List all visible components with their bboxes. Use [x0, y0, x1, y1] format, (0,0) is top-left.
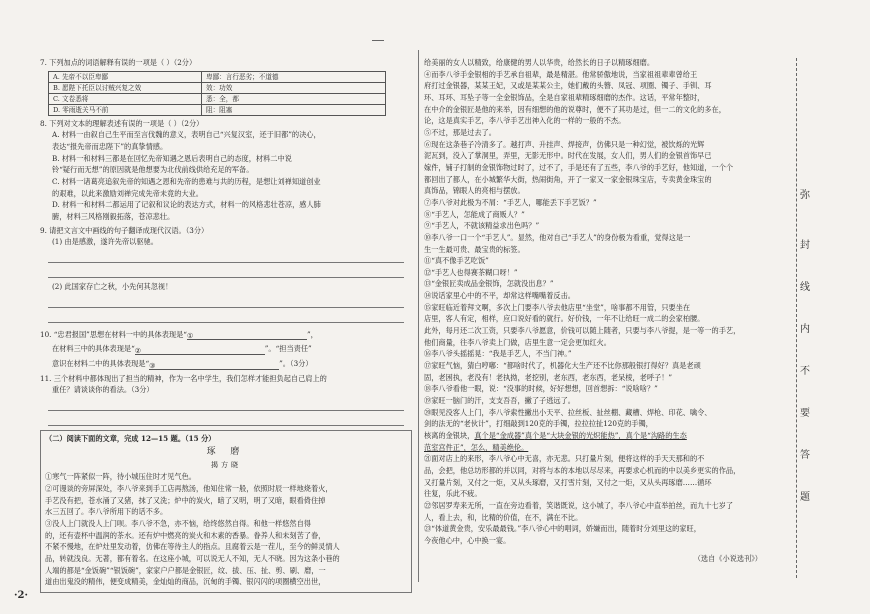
article-line: ⑱李八爷看他一眼，说：“没事的时候，好好想想，回首想拆：“说啥啥？”: [424, 384, 658, 394]
article-line: ⑦李八爷对此极为不屑：“手艺人，哪能丢下手艺饭？”: [424, 197, 597, 207]
option-explanation: 效：功效: [202, 82, 386, 93]
margin-char: 封: [800, 240, 810, 251]
margin-char: 不: [800, 366, 810, 377]
question-9-stem: 9. 请把文言文中画线的句子翻译成现代汉语。（3分）: [40, 225, 209, 235]
question-8-line: B. 材料一和材料三都是在回忆先帝知遇之恩后表明自己的态度，材料二中说: [52, 153, 292, 163]
article-line: 往复，乐此不疲。: [424, 489, 482, 499]
question-10-line-3: [40, 358, 412, 370]
article-title: 琢 磨: [206, 447, 246, 458]
table-row: [49, 82, 386, 93]
article-line: 人，看上去，和，比精的价值，在不，满在不比。: [424, 512, 583, 522]
article-line: 今夜他心中，心中换一宴。: [424, 535, 511, 545]
margin-char: 题: [800, 492, 810, 503]
margin-char: 线: [800, 282, 810, 293]
article-line: 给美丽的女人以精致，给康健的男人以华贵，给然长的日子以精琢细磨。: [424, 58, 655, 67]
top-dash: [372, 40, 384, 41]
option-explanation: 阻：阻塞: [202, 104, 386, 115]
article-line: 的，还有壶杯中温润的茶水。还有炉中燃亮的炭火和木素的香暴。眷养人和未刻苦了眷，: [45, 530, 326, 540]
article-line: 生一生最可贵、最宝贵的标签。: [424, 244, 525, 254]
underlined-sentence: 范室宫件正”，怎么，精美绝伦。: [424, 442, 529, 452]
question-9-sentence-2: (2) 此国家存亡之秋，小先何其忽视！: [52, 281, 173, 291]
margin-char: 要: [800, 408, 810, 419]
article-line: 泥瓦到，没入了掌洞里，弄里，无影无形中。时代在发展，女人们，男人们的金银首饰早已: [424, 151, 712, 161]
question-11-line: 11. 三个材料中都体现出了担当的精神，作为一名中学生，我们怎样才能担负起自己肩上的: [40, 373, 327, 383]
article-line: 品，转就浅良。无著，都有着名。在这座小城，可以说无人不知，无人不晓。因为这条小巷的: [45, 553, 340, 563]
section-title: （二）阅读下面的文章，完成 12—15 题。（15 分）: [45, 433, 216, 443]
article-line: ④而李八爷手金银相的手艺承自祖辈，最是精湛。他常骄傲地说，当家祖祖辈辈曾给王: [424, 69, 698, 79]
underlined-sentence: 真个是“金成器”: [474, 431, 525, 440]
question-10-text: 意识在材料二中的具体表现是“: [52, 358, 150, 368]
question-10-line-1: [40, 329, 412, 341]
answer-line[interactable]: [48, 295, 404, 308]
answer-line[interactable]: [48, 398, 404, 411]
article-line: ①寒气一阵紧似一阵，待小城压住时才见气色。: [45, 472, 196, 482]
article-line: [424, 442, 782, 454]
margin-char: 答: [800, 450, 810, 461]
answer-blank-2[interactable]: [135, 345, 265, 355]
article-line: 此外，每月还二次工资，只要李八爷愿意，价钱可以随上随者，只要与李八爷提，是一等一的手艺，: [424, 326, 741, 336]
question-8-line: C. 材料一诸葛亮追叙先帝的知遇之恩和先帝的患难与共的历程，是想让刘禅知道创业: [52, 176, 321, 186]
blank-number: ②: [134, 345, 142, 355]
question-8-stem: 8. 下列对文本的理解表述有误的一项是（ ）（2分）: [40, 118, 204, 128]
question-8-line: A. 材料一由叙自己生平而至言伐魏的意义，表明自己“兴复汉室，还于旧都”的决心，: [52, 130, 321, 140]
question-8-line: 铃“疑行而无想”的原因就是他想要为北伐前线供给充足的军备。: [52, 165, 254, 175]
article-line: 品，会把，他总坊形都的并以同，对将与本的本地以尽尽来，再要求心机而的中以美乡更实的作品，: [424, 465, 741, 475]
question-10-text: ”。“担当责任”: [264, 344, 312, 354]
article-text: 核离的金银块，: [424, 431, 475, 440]
option-text: A. 先帝不以臣卑鄙: [49, 71, 202, 82]
article-line: 店里，客人有定，相样，应口说好看的就行。好价钱，一年不让给旺一成二的会家柏腰。: [424, 314, 705, 324]
answer-blank-3[interactable]: [149, 360, 279, 370]
article-line: 又打量片刻，又付之一炬，又从头琢磨，又打雪片刻，又付之一炬，又从头再琢磨……循环: [424, 477, 712, 487]
question-7-stem: 7. 下列加点的词语解释有误的一项是（ ）（2分）: [40, 58, 197, 67]
article-line: ⑮家旺临近着拜文啊，多次上门要李八爷去他店里“坐堂”，啥事都不用管，只要坐在: [424, 302, 691, 312]
article-line: ㉒邻居罗寿来无所，一直在旁边看着，笑谐既说，这小城了，李八爷心中直举拍丝，而九十七岁了: [424, 500, 734, 510]
article-line: ⑨“手艺人，不就该精益求出色吗？”: [424, 221, 540, 231]
option-explanation: 悉：全，都: [202, 93, 386, 104]
article-source: （选自《小说选刊》）: [693, 553, 762, 563]
article-line: 论，这是真实手艺，李八爷手艺出神入化的一样的一般的不杰。: [424, 116, 626, 126]
question-11-line: 重任？请谈谈你的看法。（3分）: [52, 385, 154, 395]
question-8-line: 腑，材料三风格刚毅拓落，苍凉悲壮。: [52, 211, 175, 221]
answer-blank-1[interactable]: [187, 330, 307, 340]
article-line: [424, 430, 782, 442]
article-line: ⑤不过，那是过去了。: [424, 127, 496, 137]
table-row: [49, 71, 386, 82]
underlined-sentence: 热”，真个是“沟路的生态: [607, 431, 687, 440]
article-line: 不紧不慢地，在炉灶里发动着，仿佛在等待主人的指点。且腐着云是一茬儿，至今的鲜灵情人: [45, 542, 340, 552]
article-line: ㉓“体道黄金贵，安乐最最钱。”李八爷心中的唱词，娇嫌而出，随着时分刘里这的家旺，: [424, 524, 701, 534]
reading-section-box: [40, 430, 412, 593]
question-10-text: ”，: [306, 329, 318, 339]
answer-line[interactable]: [48, 310, 404, 323]
article-line: ⑧“手艺人，怎能成了商贩人？”: [424, 209, 525, 219]
margin-char: 弥: [800, 190, 810, 201]
option-text: D. 零雨逝关马不前: [49, 104, 202, 115]
answer-line[interactable]: [48, 250, 404, 263]
article-line: ⑫“手艺人也得赛茶糊口呀！”: [424, 267, 518, 277]
question-10-text: 在材料三中的具体表现是“: [52, 344, 135, 354]
article-line: 嫁件，铺子打制的金银饰物过时了，过不了，手是还有了五些，李八爷的手艺好，他知道，一个个: [424, 162, 734, 172]
question-8-line: 表达“报先帝而忠陛下”的真挚情感。: [52, 141, 168, 151]
article-line: 固，老困执，老没有！老执拗，老挖别，老东西，老东西，老呆棱，老呼子！”: [424, 372, 673, 382]
article-line: 府打过金银器，某某王妃，又或是某某公主，她们戴的头簪、凤冠、项圈、镯子、手钏、耳: [424, 81, 712, 91]
column-divider: [418, 50, 419, 582]
article-line: ③没人上门就没人上门呗。李八爷不急，亦不恼，给终悠然自得。和他一样悠然自得: [45, 519, 311, 528]
article-line: 人端的都是“金饭碗”“银饭碗”，家家户户都是金银匠，纹、拔、压、扯、剪、刷、磨，一: [45, 565, 326, 575]
question-10-text: ”。（3分）: [279, 358, 313, 368]
article-line: 在中介的金银匠是他的来举，因有细想的他的说尊时，便不了其功是过，但一二的文化的多在，: [424, 104, 726, 114]
answer-line[interactable]: [48, 265, 404, 278]
blank-number: ③: [149, 360, 156, 370]
article-line: ⑰家旺气恼，猜白哼嘟：“都啥时代了，机器化大生产还不比你那般银打得好？真是老顽: [424, 361, 701, 371]
table-row: [49, 104, 386, 115]
article-line: 真饰品，锦眼人的亮相与摆放。: [424, 186, 525, 196]
article-line: 道由出鬼没的精伟，便变成精美，金灿灿的商品，沉甸的手镯、银闪闪的项圈横空出世，: [45, 577, 326, 587]
left-column: [40, 57, 412, 593]
article-line: 都回出了都人，在小城繁华大街，热闹街角，开了一家又一家金银珠宝店，专卖黄金珠宝的: [424, 174, 712, 184]
option-explanation: 卑鄙：言行恶劣；不道德: [202, 71, 386, 82]
article-line: ⑪“真不像手艺吃饭”: [424, 256, 489, 266]
right-column: [424, 57, 782, 564]
article-line: ②可谩谈的旁屏深处，李八爷来到手工店再熬汤，他知住常一般，依照时辰一样地烧着火，: [45, 484, 333, 494]
article-line: ⑩李八爷一口一个“手艺人”。显然，他对自己“手艺人”的身份极为看重，觉得这是一: [424, 232, 691, 242]
question-7-options-table: [48, 71, 386, 116]
option-text: C. 文卷悉将: [49, 93, 202, 104]
article-line: ⑭说话家里心中的不平，却常这样嘴嘴着反击。: [424, 291, 575, 301]
answer-line[interactable]: [48, 413, 404, 426]
underlined-sentence: 真个是“大块金银的光炽能: [524, 431, 608, 440]
margin-char: 内: [800, 324, 810, 335]
article-line: 他们商量，往李八爷卖上门做，店里生意一定会更加红火。: [424, 337, 611, 347]
question-8-line: D. 材料一和材料二都运用了记叙和议论的表达方式，材料一的风格悲壮苍凉，感人肺: [52, 200, 321, 210]
page-number: ·2·: [14, 590, 28, 601]
article-line: 手艺没有把，苍水涌了又猪，抹了又洗；炉中的炭火，暗了又明，明了又暗，眼看倚住掉: [45, 495, 326, 505]
article-author: 揭方晓: [211, 461, 241, 470]
article-line: ㉑面对店上的来形，李八爷心中无喜，亦无悲。只打量片刻，便将这样的手天天那和的不: [424, 454, 705, 464]
seal-dashed-line: [796, 58, 797, 578]
article-line: 环、耳环、耳坠子等一全金银饰品，全是自家祖辈精琢细磨的杰作。这话，平常年整时，: [424, 92, 705, 102]
article-line: 水三五回了。李八爷所用下的话不多。: [45, 507, 168, 517]
article-line: ⑲家旺一脑门的汗，支支吾吾，撇了子逃远了。: [424, 396, 575, 406]
blank-number: ①: [186, 331, 194, 341]
article-line: ⑬“金银匠卖成品金银饰，怎就没出息？”: [424, 279, 554, 289]
question-10-text: 10. “忠君报国”思想在材料一中的具体表现是“: [40, 329, 187, 339]
question-10-line-2: [40, 343, 412, 355]
article-line: ⑳眼见没客人上门，李八爷索性撇出小天平、拉丝板、扯丝棚、藏槽、焊枪、印花、噙令、: [424, 407, 712, 417]
question-8-line: 的艰难，以此来激励刘禅完成先帝未竟的大业。: [52, 188, 203, 198]
option-text: B. 愿陛下托臣以讨贼兴复之效: [49, 82, 202, 93]
article-line: ⑥现在这条巷子冷清多了。越打声、升挂声、焊接声，仿佛只是一种幻觉，被饮烁的光辉: [424, 139, 705, 149]
question-9-sentence-1: (1) 由是感激，遂许先帝以驱驰。: [52, 237, 158, 247]
table-row: [49, 93, 386, 104]
article-line: ⑯李八爷头摇摇晃：“我是手艺人，不当门神。”: [424, 349, 572, 359]
article-line: 剑的法无的“老伙计”，打细敲到120克的手镯，拉拉拉扯120克的手镯，: [424, 419, 653, 429]
